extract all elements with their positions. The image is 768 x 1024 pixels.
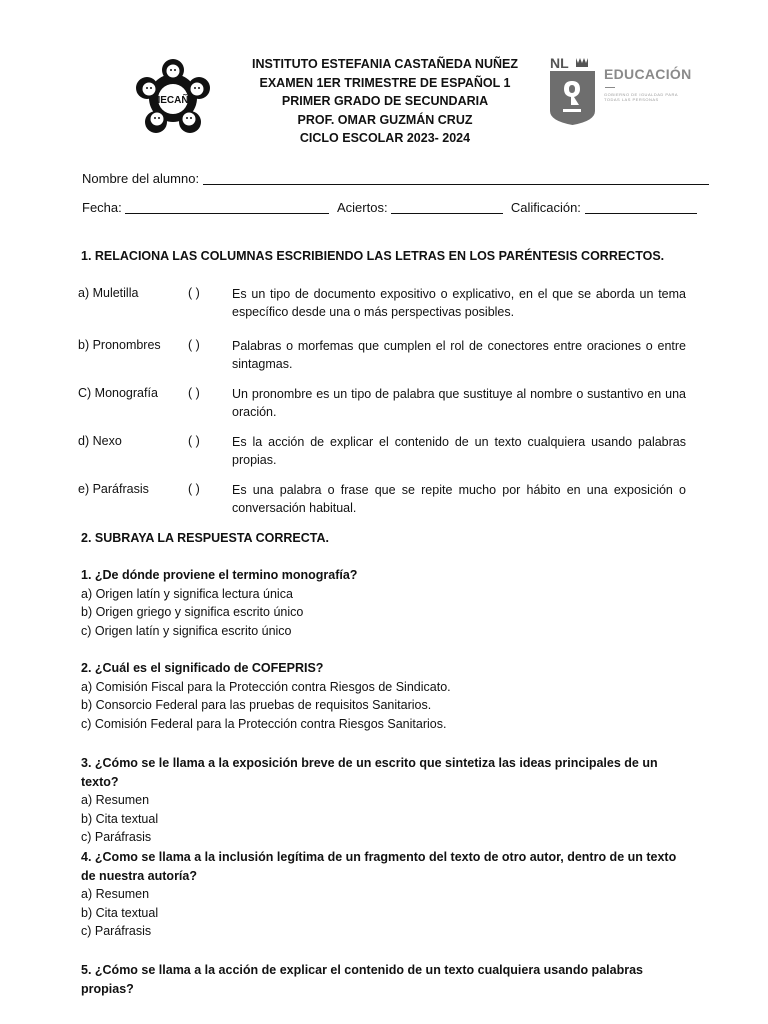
question-text: 3. ¿Cómo se le llama a la exposición breve de un escrito que sintetiza las ideas principales de un texto?: [81, 756, 658, 789]
match-term: e) Paráfrasis: [78, 482, 149, 496]
education-logo-divider: [605, 87, 615, 88]
match-row: [78, 386, 688, 426]
answer-option[interactable]: a) Resumen: [81, 887, 150, 901]
question-text: 1. ¿De dónde proviene el termino monografía?: [81, 568, 358, 582]
match-term: C) Monografía: [78, 386, 158, 400]
match-definition: Es la acción de explicar el contenido de un texto cualquiera usando palabras propias.: [232, 435, 686, 467]
answer-option[interactable]: a) Origen latín y significa lectura única: [81, 586, 293, 601]
education-logo-text: EDUCACIÓN: [604, 66, 692, 82]
school-cycle: CICLO ESCOLAR 2023- 2024: [299, 131, 471, 145]
exam-header: [215, 55, 555, 148]
question-text: 4. ¿Como se llama a la inclusión legítima de un fragmento del texto de otro autor, dentro de un texto de nuestra autoría?: [81, 850, 677, 883]
match-row: [78, 434, 688, 474]
answer-parenthesis[interactable]: ( ): [188, 338, 200, 352]
answer-option[interactable]: c) Comisión Federal para la Protección contra Riesgos Sanitarios.: [81, 716, 447, 731]
answer-option[interactable]: c) Origen latín y significa escrito único: [81, 623, 292, 638]
school-logo: [133, 58, 213, 138]
match-definition: Es un tipo de documento expositivo o explicativo, en el que se aborda un tema específico desde una o más perspectivas posibles.: [232, 287, 686, 319]
match-term: a) Muletilla: [78, 286, 139, 300]
match-row: [78, 482, 688, 522]
match-row: [78, 338, 688, 378]
teacher-name: PROF. OMAR GUZMÁN CRUZ: [297, 112, 473, 127]
grade-field[interactable]: [585, 200, 697, 214]
hits-field[interactable]: [391, 200, 503, 214]
answer-parenthesis[interactable]: ( ): [188, 386, 200, 400]
answer-parenthesis[interactable]: ( ): [188, 482, 200, 496]
answer-parenthesis[interactable]: ( ): [188, 286, 200, 300]
question-block: [81, 566, 691, 640]
match-term: b) Pronombres: [78, 338, 161, 352]
grade-label: Calificación:: [510, 200, 581, 215]
date-field[interactable]: [125, 200, 329, 214]
school-logo-text: IECAÑ: [157, 95, 189, 106]
answer-option[interactable]: a) Resumen: [81, 793, 150, 807]
answer-option[interactable]: b) Cita textual: [81, 811, 159, 826]
match-term: d) Nexo: [78, 434, 122, 448]
question-block: [81, 961, 691, 998]
section-1-title: 1. RELACIONA LAS COLUMNAS ESCRIBIENDO LAS LETRAS EN LOS PARÉNTESIS CORRECTOS.: [81, 249, 665, 263]
answer-option[interactable]: c) Paráfrasis: [81, 830, 152, 844]
hits-label: Aciertos:: [337, 200, 388, 215]
answer-option[interactable]: b) Origen griego y significa escrito único: [81, 605, 304, 619]
question-text: 2. ¿Cuál es el significado de COFEPRIS?: [81, 661, 324, 675]
match-definition: Es una palabra o frase que se repite mucho por hábito en una exposición o conversación habitual.: [232, 483, 686, 515]
section-2-title: 2. SUBRAYA LA RESPUESTA CORRECTA.: [81, 531, 329, 545]
exam-title: EXAMEN 1ER TRIMESTRE DE ESPAÑOL 1: [259, 75, 511, 90]
score-row: [82, 200, 697, 215]
match-definition: Un pronombre es un tipo de palabra que sustituye al nombre o sustantivo en una oración.: [232, 387, 686, 419]
answer-option[interactable]: b) Cita textual: [81, 905, 159, 920]
question-block: [81, 659, 691, 733]
student-name-label: Nombre del alumno:: [82, 171, 200, 186]
education-logo-subtext: GOBIERNO DE IGUALDAD PARA TODAS LAS PERSONAS: [604, 92, 678, 102]
question-block: [81, 754, 691, 847]
match-definition: Palabras o morfemas que cumplen el rol de conectores entre oraciones o entre sintagmas.: [232, 339, 686, 371]
date-label: Fecha:: [82, 200, 122, 215]
question-text: 5. ¿Cómo se llama a la acción de explicar el contenido de un texto cualquiera usando palabras propias?: [81, 963, 643, 996]
match-row: [78, 286, 688, 326]
answer-option[interactable]: c) Paráfrasis: [81, 924, 152, 938]
grade-level: PRIMER GRADO DE SECUNDARIA: [281, 94, 489, 108]
student-name-field[interactable]: [203, 171, 709, 185]
answer-option[interactable]: a) Comisión Fiscal para la Protección contra Riesgos de Sindicato.: [81, 679, 451, 694]
answer-option[interactable]: b) Consorcio Federal para las pruebas de requisitos Sanitarios.: [81, 698, 432, 712]
school-name: INSTITUTO ESTEFANIA CASTAÑEDA NUÑEZ: [252, 57, 518, 71]
question-block: [81, 848, 691, 941]
nl-logo-text: NL: [550, 55, 569, 71]
answer-parenthesis[interactable]: ( ): [188, 434, 200, 448]
student-name-row: [82, 171, 709, 186]
